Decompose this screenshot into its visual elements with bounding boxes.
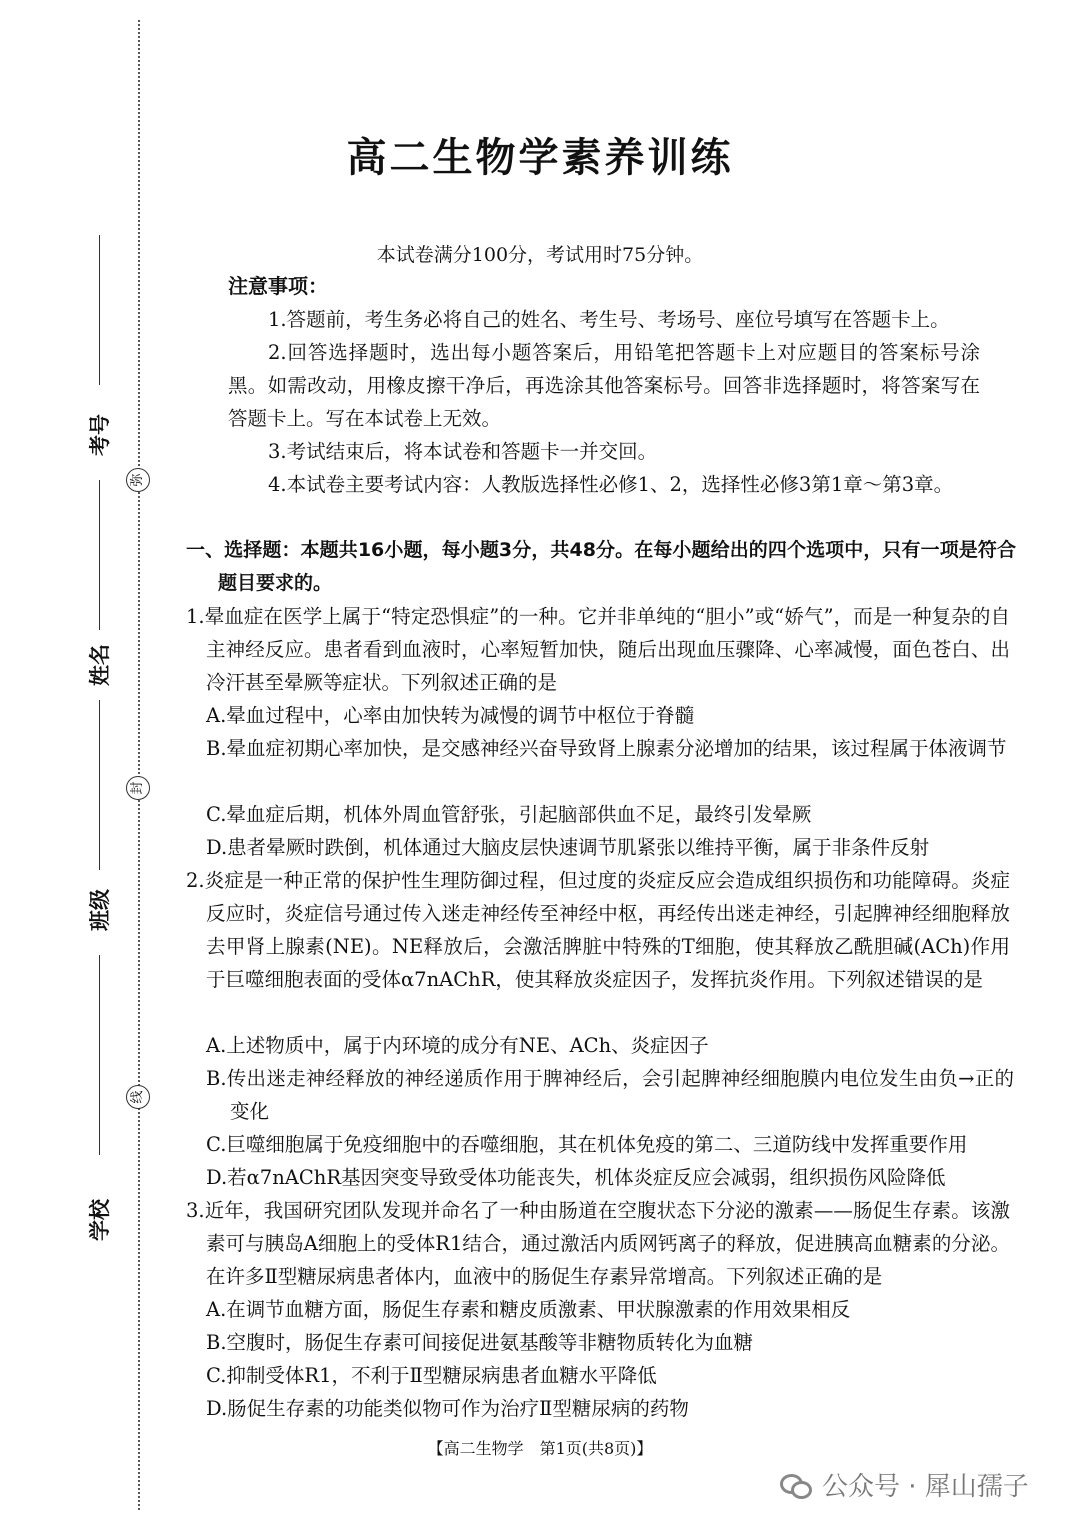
option-a: A.上述物质中，属于内环境的成分有NE、ACh、炎症因子: [206, 1034, 709, 1057]
field-label-school: 学校: [88, 1199, 112, 1241]
notice-item: 1.答题前，考生务必将自己的姓名、考生号、考场号、座位号填写在答题卡上。: [268, 308, 950, 331]
question-stem: 1.晕血症在医学上属于“特定恐惧症”的一种。它并非单纯的“胆小”或“娇气”，而是一种复杂的自主神经反应。患者看到血液时，心率短暂加快，随后出现血压骤降、心率减慢，面色苍白、出冷汗甚至晕厥等症状。下列叙述正确的是: [186, 605, 1010, 694]
seal-mark: 封: [126, 776, 150, 800]
field-label-name: 姓名: [88, 644, 112, 686]
option-a: A.晕血过程中，心率由加快转为减慢的调节中枢位于脊髓: [206, 704, 695, 727]
option-b: B.空腹时，肠促生存素可间接促进氨基酸等非糖物质转化为血糖: [206, 1331, 754, 1354]
question-stem: 3.近年，我国研究团队发现并命名了一种由肠道在空腹状态下分泌的激素——肠促生存素。该激素可与胰岛A细胞上的受体R1结合，通过激活内质网钙离子的释放，促进胰高血糖素的分泌。在许多Ⅱ型糖尿病患者体内，血液中的肠促生存素异常增高。下列叙述正确的是: [186, 1199, 1010, 1288]
field-label-exam-no: 考号: [88, 414, 112, 456]
question-stem: 2.炎症是一种正常的保护性生理防御过程，但过度的炎症反应会造成组织损伤和功能障碍。炎症反应时，炎症信号通过传入迷走神经传至神经中枢，再经传出迷走神经，引起脾神经细胞释放去甲肾上腺素(NE)。NE释放后，会激活脾脏中特殊的T细胞，使其释放乙酰胆碱(ACh)作用于巨噬细胞表面的受体α7nAChR，使其释放炎症因子，发挥抗炎作用。下列叙述错误的是: [186, 869, 1010, 991]
option-c: C.抑制受体R1，不利于Ⅱ型糖尿病患者血糖水平降低: [206, 1364, 657, 1387]
watermark-text: 公众号 · 犀山孺子: [822, 1472, 1029, 1502]
field-line-school: [99, 955, 100, 1155]
wechat-icon: [780, 1472, 814, 1498]
section-heading: 一、选择题：本题共16小题，每小题3分，共48分。在每小题给出的四个选项中，只有一项是符合题目要求的。: [186, 539, 1016, 594]
exam-info: 本试卷满分100分，考试用时75分钟。: [376, 244, 704, 266]
page-title: 高二生物学素养训练: [346, 135, 734, 181]
page-footer: 【高二生物学 第1页(共8页)】: [427, 1439, 653, 1458]
option-a: A.在调节血糖方面，肠促生存素和糖皮质激素、甲状腺激素的作用效果相反: [206, 1298, 851, 1321]
seal-mark: 弥: [126, 468, 150, 492]
watermark: [780, 1466, 1029, 1503]
option-b: B.传出迷走神经释放的神经递质作用于脾神经后，会引起脾神经细胞膜内电位发生由负→正的变化: [206, 1067, 1014, 1123]
field-label-class: 班级: [88, 889, 112, 931]
option-c: C.巨噬细胞属于免疫细胞中的吞噬细胞，其在机体免疫的第二、三道防线中发挥重要作用: [206, 1133, 968, 1156]
notice-item: 4.本试卷主要考试内容：人教版选择性必修1、2，选择性必修3第1章～第3章。: [268, 473, 954, 496]
option-d: D.患者晕厥时跌倒，机体通过大脑皮层快速调节肌紧张以维持平衡，属于非条件反射: [206, 836, 930, 859]
option-c: C.晕血症后期，机体外周血管舒张，引起脑部供血不足，最终引发晕厥: [206, 803, 812, 826]
option-b: B.晕血症初期心率加快，是交感神经兴奋导致肾上腺素分泌增加的结果，该过程属于体液调节: [206, 737, 1007, 760]
notice-heading: 注意事项：: [228, 274, 328, 298]
option-d: D.若α7nAChR基因突变导致受体功能丧失，机体炎症反应会减弱，组织损伤风险降低: [206, 1166, 946, 1189]
notice-item: 3.考试结束后，将本试卷和答题卡一并交回。: [268, 440, 658, 463]
field-line-name: [99, 480, 100, 630]
option-d: D.肠促生存素的功能类似物可作为治疗Ⅱ型糖尿病的药物: [206, 1397, 689, 1420]
field-line-class: [99, 700, 100, 870]
seal-mark: 线: [126, 1085, 150, 1109]
notice-item: 2.回答选择题时，选出每小题答案后，用铅笔把答题卡上对应题目的答案标号涂黑。如需改动，用橡皮擦干净后，再选涂其他答案标号。回答非选择题时，将答案写在答题卡上。写在本试卷上无效。: [228, 341, 980, 430]
